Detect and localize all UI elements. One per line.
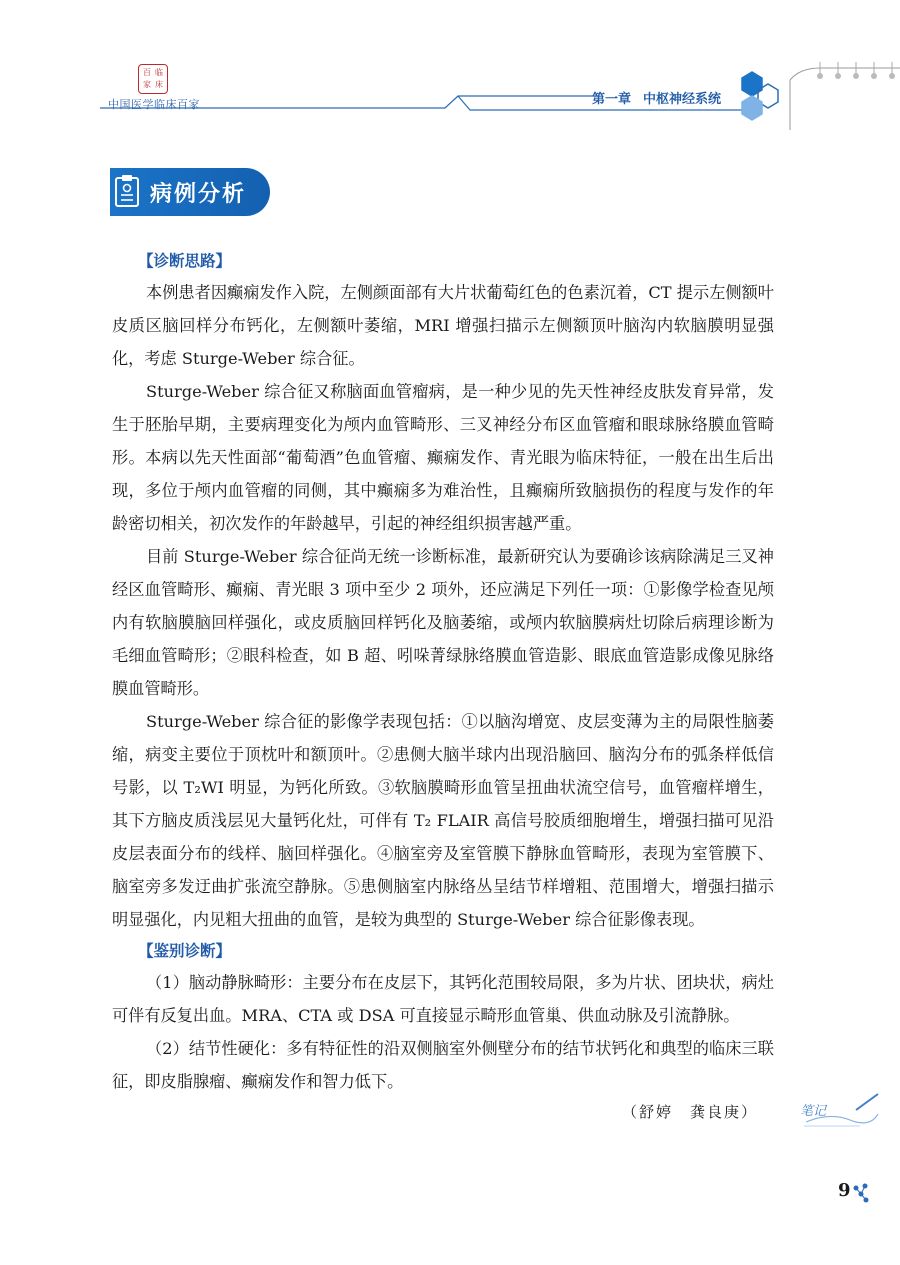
notes-label: 笔记 xyxy=(800,1104,827,1119)
article-body xyxy=(112,246,774,1126)
binding-rings xyxy=(817,62,895,79)
diagnosis-heading: 【诊断思路】 xyxy=(138,252,232,270)
chapter-heading xyxy=(592,88,721,107)
brand-name: 中国医学临床百家 xyxy=(108,98,200,111)
molecule-icon xyxy=(852,1182,870,1204)
seal-char: 床 xyxy=(155,80,163,89)
paragraph: Sturge-Weber 综合征的影像学表现包括：①以脑沟增宽、皮层变薄为主的局限性脑萎缩，病变主要位于顶枕叶和额顶叶。②患侧大脑半球内出现沿脑回、脑沟分布的弧条样低信号影，以 T₂WI 明显，为钙化所致。③软脑膜畸形血管呈扭曲状流空信号，血管瘤样增生，其下方脑皮质浅层见大量钙化灶，可伴有 T₂ FLAIR 高信号胶质细胞增生，增强扫描可见沿皮层表面分布的线样、脑回样强化。④脑室旁及室管膜下静脉血管畸形，表现为室管膜下、脑室旁多发迂曲扩张流空静脉。⑤患侧脑室内脉络丛呈结节样增粗、范围增大，增强扫描示明显强化，内见粗大扭曲的血管，是较为典型的 Sturge-Weber 综合征影像表现。 xyxy=(112,712,774,929)
clipboard-icon xyxy=(114,174,140,208)
seal-char: 家 xyxy=(143,80,151,89)
page-number: 9 xyxy=(838,1180,851,1201)
paragraph: 本例患者因癫痫发作入院，左侧颜面部有大片状葡萄红色的色素沉着，CT 提示左侧额叶皮质区脑回样分布钙化，左侧额叶萎缩，MRI 增强扫描示左侧额顶叶脑沟内软脑膜明显强化，考虑 Sturge-Weber 综合征。 xyxy=(112,283,774,368)
paragraph: 目前 Sturge-Weber 综合征尚无统一诊断标准，最新研究认为要确诊该病除满足三叉神经区血管畸形、癫痫、青光眼 3 项中至少 2 项外，还应满足下列任一项：①影像学检查见颅内有软脑膜脑回样强化，或皮质脑回样钙化及脑萎缩，或颅内软脑膜病灶切除后病理诊断为毛细血管畸形；②眼科检查，如 B 超、吲哚菁绿脉络膜血管造影、眼底血管造影成像见脉络膜血管畸形。 xyxy=(112,547,774,698)
seal-char: 百 xyxy=(143,68,151,77)
paragraph: （1）脑动静脉畸形：主要分布在皮层下，其钙化范围较局限，多为片状、团块状，病灶可伴有反复出血。MRA、CTA 或 DSA 可直接显示畸形血管巢、供血动脉及引流静脉。 xyxy=(112,973,774,1025)
paragraph: Sturge-Weber 综合征又称脑面血管瘤病，是一种少见的先天性神经皮肤发育异常，发生于胚胎早期，主要病理变化为颅内血管畸形、三叉神经分布区血管瘤和眼球脉络膜血管畸形。本病以先天性面部“葡萄酒”色血管瘤、癫痫发作、青光眼为临床特征，一般在出生后出现，多位于颅内血管瘤的同侧，其中癫痫多为难治性，且癫痫所致脑损伤的程度与发作的年龄密切相关，初次发作的年龄越早，引起的神经组织损害越严重。 xyxy=(112,382,774,533)
differential-heading: 【鉴别诊断】 xyxy=(138,942,232,960)
author-signature: （舒婷 龚良庚） xyxy=(621,1103,758,1121)
section-title: 病例分析 xyxy=(150,182,247,207)
chapter-number: 第一章 xyxy=(592,92,632,107)
publisher-seal xyxy=(138,64,168,94)
seal-char: 临 xyxy=(155,68,163,77)
chapter-title: 中枢神经系统 xyxy=(643,92,722,107)
hexagon-icon xyxy=(742,72,778,120)
paragraph: （2）结节性硬化：多有特征性的沿双侧脑室外侧壁分布的结节状钙化和典型的临床三联征，即皮脂腺瘤、癫痫发作和智力低下。 xyxy=(112,1039,774,1091)
